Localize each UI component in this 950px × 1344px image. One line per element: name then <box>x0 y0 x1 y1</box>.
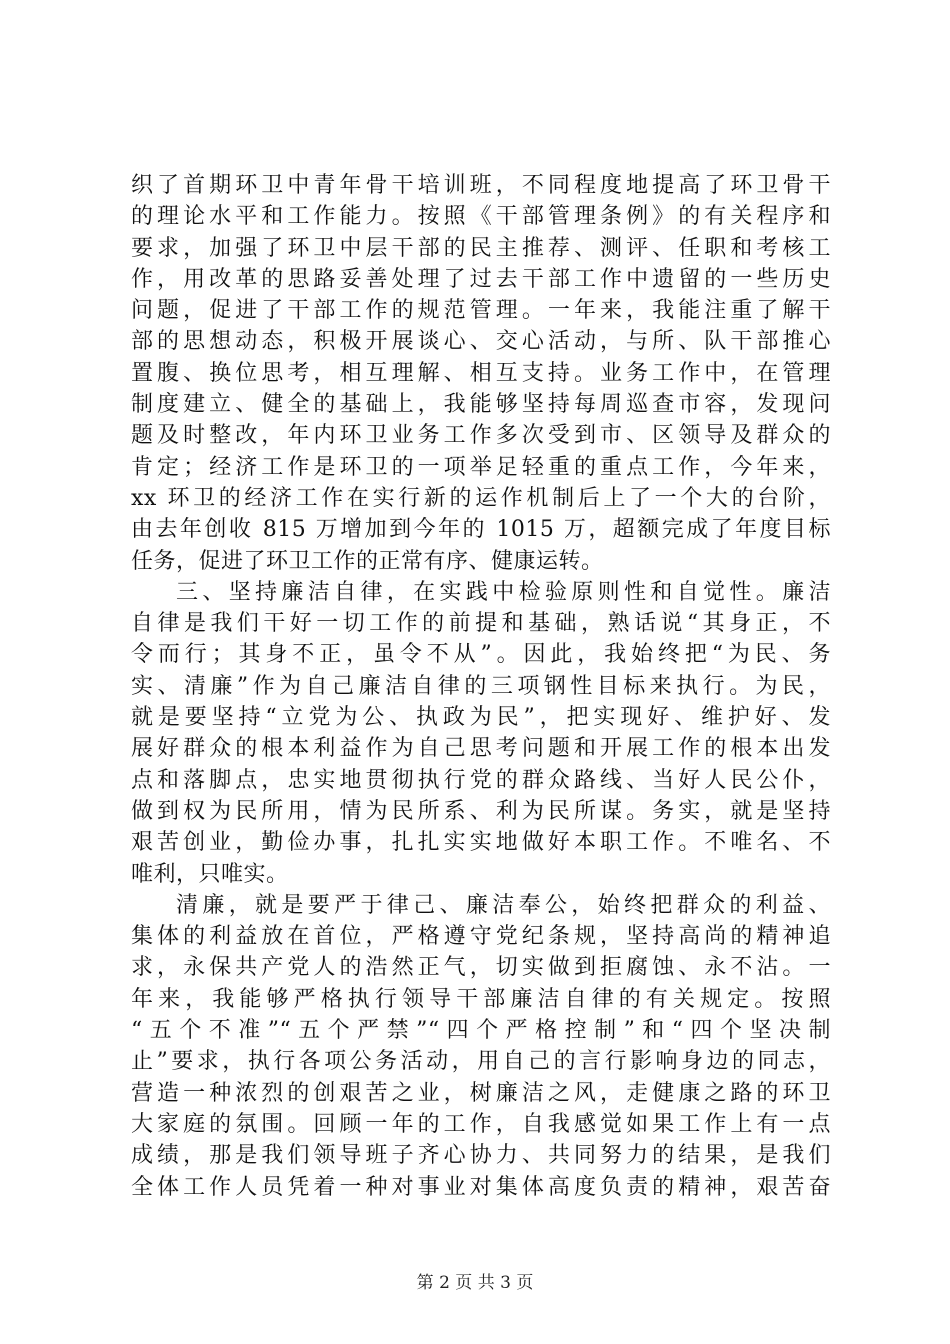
text-line: “五个不准”“五个严禁”“四个严格控制”和“四个坚决制 <box>131 1018 831 1044</box>
text-line: 年来，我能够严格执行领导干部廉洁自律的有关规定。按照 <box>131 986 831 1012</box>
text-line: 部的思想动态，积极开展谈心、交心活动，与所、队干部推心 <box>131 329 831 355</box>
text-line: 全体工作人员凭着一种对事业对集体高度负责的精神，艰苦奋 <box>131 1174 831 1200</box>
text-line: 就是要坚持“立党为公、执政为民”，把实现好、维护好、发 <box>131 705 831 731</box>
text-line: 艰苦创业，勤俭办事，扎扎实实地做好本职工作。不唯名、不 <box>131 830 831 856</box>
text-line: 大家庭的氛围。回顾一年的工作，自我感觉如果工作上有一点 <box>131 1111 831 1137</box>
text-line: 任务，促进了环卫工作的正常有序、健康运转。 <box>131 548 604 574</box>
text-line: 置腹、换位思考，相互理解、相互支持。业务工作中，在管理 <box>131 360 831 386</box>
text-line: 做到权为民所用，情为民所系、利为民所谋。务实，就是坚持 <box>131 798 831 824</box>
text-line: 点和落脚点，忠实地贯彻执行党的群众路线、当好人民公仆， <box>131 767 831 793</box>
text-line: 止”要求，执行各项公务活动，用自己的言行影响身边的同志， <box>131 1049 831 1075</box>
text-line: 营造一种浓烈的创艰苦之业，树廉洁之风，走健康之路的环卫 <box>131 1080 831 1106</box>
text-line: 唯利，只唯实。 <box>131 861 289 887</box>
text-line: 要求，加强了环卫中层干部的民主推荐、测评、任职和考核工 <box>131 235 831 261</box>
text-line: 作，用改革的思路妥善处理了过去干部工作中遗留的一些历史 <box>131 266 831 292</box>
text-line: 自律是我们干好一切工作的前提和基础，熟话说“其身正，不 <box>131 611 831 637</box>
text-line: 求，永保共产党人的浩然正气，切实做到拒腐蚀、永不沾。一 <box>131 955 831 981</box>
text-line: 织了首期环卫中青年骨干培训班，不同程度地提高了环卫骨干 <box>131 173 831 198</box>
text-line: 的理论水平和工作能力。按照《干部管理条例》的有关程序和 <box>131 204 831 230</box>
text-line: xx 环卫的经济工作在实行新的运作机制后上了一个大的台阶， <box>131 485 831 511</box>
page-number-footer: 第 2 页 共 3 页 <box>416 1273 534 1293</box>
text-line: 成绩，那是我们领导班子齐心协力、共同努力的结果，是我们 <box>131 1143 831 1169</box>
text-line: 肯定；经济工作是环卫的一项举足轻重的重点工作，今年来， <box>131 454 831 480</box>
text-line: 令而行；其身不正，虽令不从”。因此，我始终把“为民、务 <box>131 642 831 668</box>
text-line: 由去年创收 815 万增加到今年的 1015 万，超额完成了年度目标 <box>131 517 831 543</box>
paragraph-start-line: 清廉，就是要严于律己、廉洁奉公，始终把群众的利益、 <box>176 892 831 918</box>
text-line: 题及时整改，年内环卫业务工作多次受到市、区领导及群众的 <box>131 423 831 449</box>
text-line: 制度建立、健全的基础上，我能够坚持每周巡查市容，发现问 <box>131 392 831 418</box>
text-line: 展好群众的根本利益作为自己思考问题和开展工作的根本出发 <box>131 736 831 762</box>
body-text <box>131 170 831 1203</box>
paragraph-start-line: 三、坚持廉洁自律，在实践中检验原则性和自觉性。廉洁 <box>176 579 831 605</box>
text-line: 实、清廉”作为自己廉洁自律的三项钢性目标来执行。为民， <box>131 673 831 699</box>
text-line: 集体的利益放在首位，严格遵守党纪条规，坚持高尚的精神追 <box>131 924 831 950</box>
text-line: 问题，促进了干部工作的规范管理。一年来，我能注重了解干 <box>131 298 831 324</box>
